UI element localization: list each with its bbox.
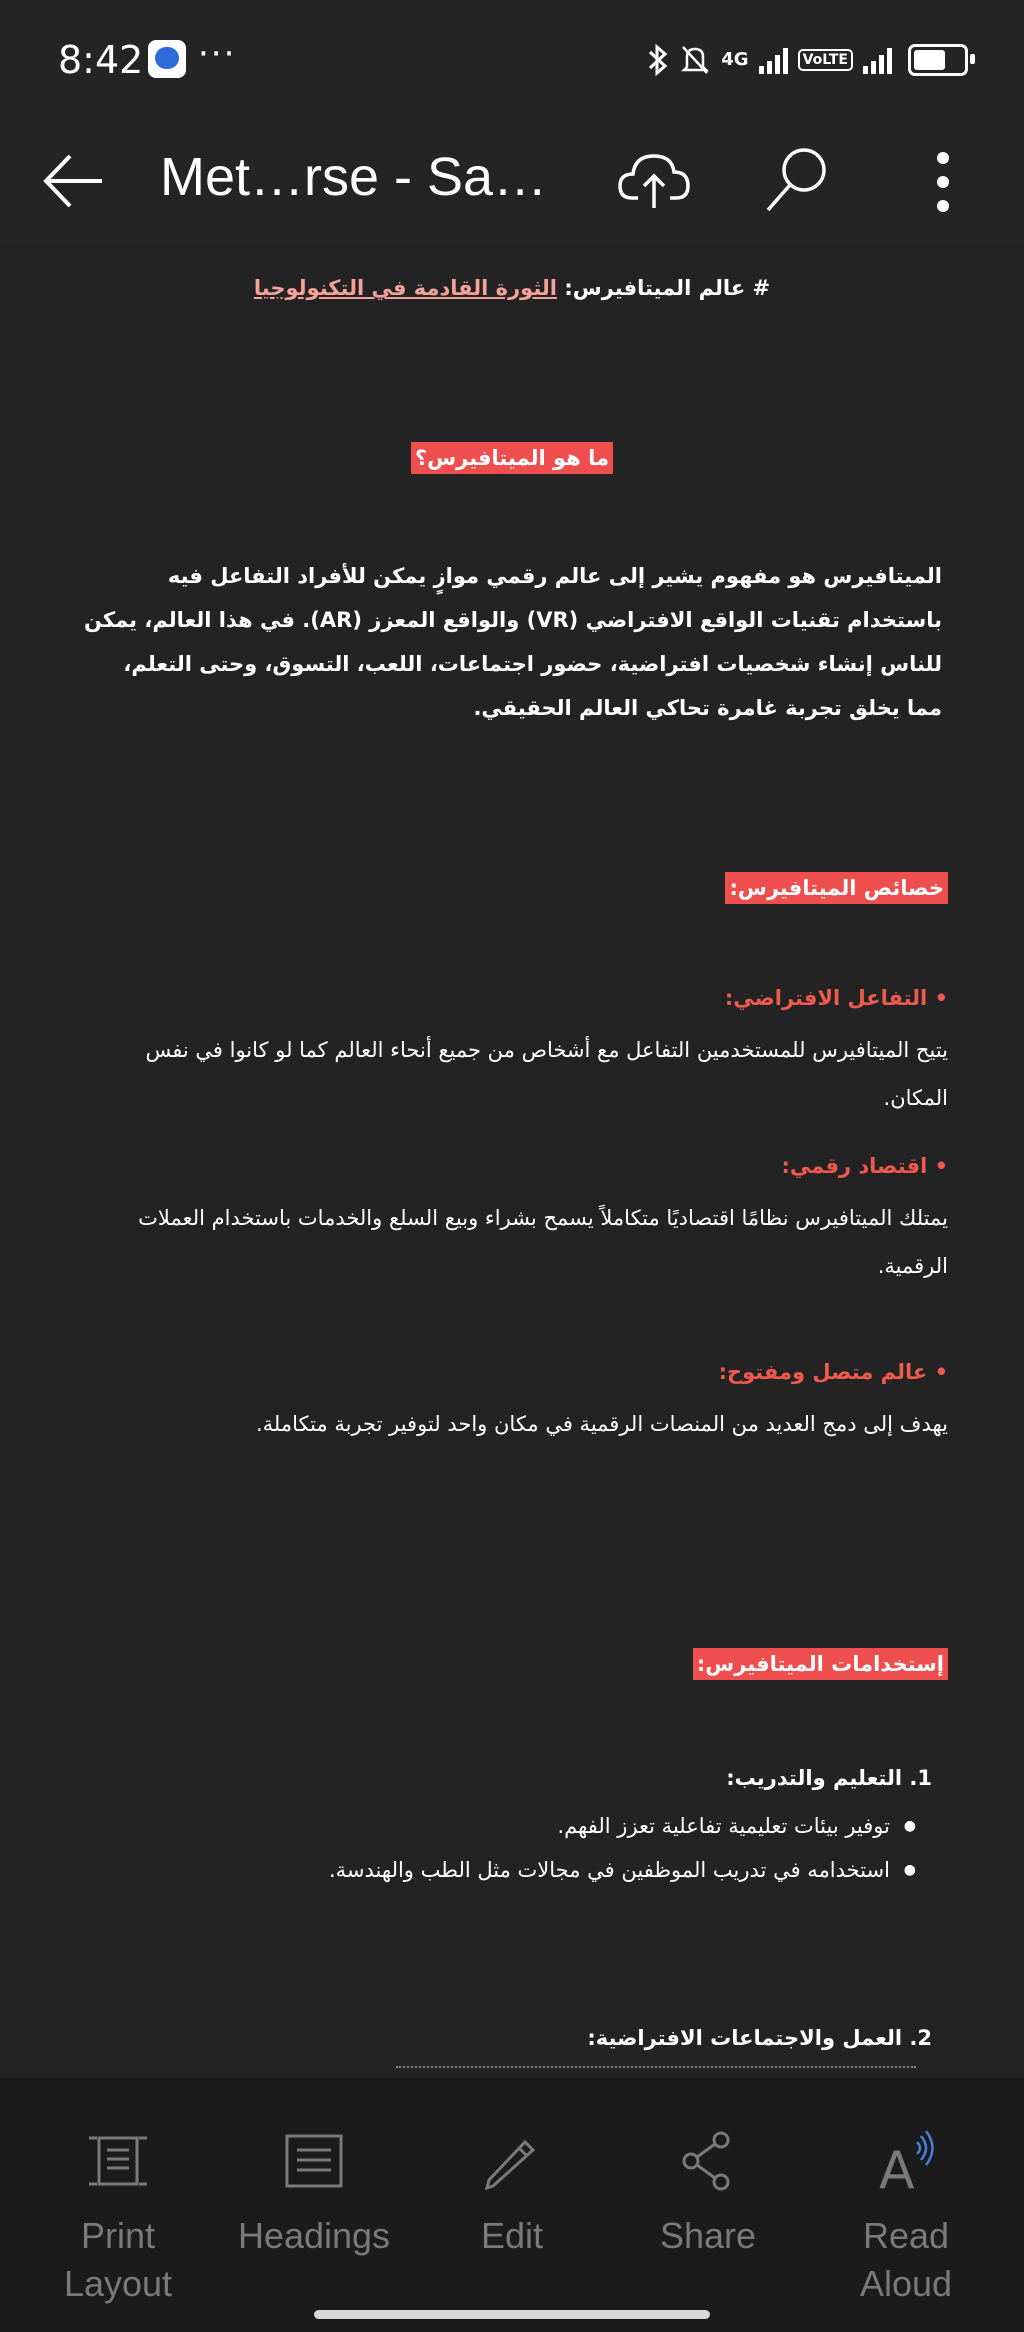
back-arrow-icon[interactable]: [40, 146, 110, 216]
headings-icon: [281, 2128, 347, 2194]
bottom-action-bar: [0, 2078, 1024, 2332]
intro-paragraph: الميتافيرس هو مفهوم يشير إلى عالم رقمي موازٍ يمكن للأفراد التفاعل فيه باستخدام تقنيات الواقع الافتراضي (VR) والواقع المعزز (AR). في هذا العالم، يمكن للناس إنشاء شخصيات افتراضية، حضور اجتماعات، اللعب، التسوق، وحتى التعلم، مما يخلق تجربة غامرة تحاكي العالم الحقيقي.: [83, 564, 942, 720]
messenger-notification-icon: [148, 40, 186, 78]
read-aloud-icon: [873, 2128, 939, 2194]
bluetooth-icon: [647, 43, 669, 77]
more-notifications-icon: ···: [198, 34, 237, 74]
pencil-icon: [479, 2128, 545, 2194]
share-icon: [675, 2128, 741, 2194]
use-bullets: [329, 1804, 916, 1892]
battery-icon: [908, 44, 968, 76]
print-layout-label: Print Layout: [63, 2215, 173, 2304]
edit-button[interactable]: [432, 2128, 592, 2260]
mute-bell-icon: [679, 43, 711, 77]
use-title: 1. التعليم والتدريب:: [726, 1766, 932, 1790]
app-toolbar: [0, 120, 1024, 246]
signal-2-icon: [863, 46, 892, 74]
feature-title: • اقتصاد رقمي:: [781, 1154, 948, 1178]
heading-uses-text: إستخدامات الميتافيرس:: [693, 1648, 948, 1680]
share-label: Share: [659, 2215, 757, 2256]
section-heading-features: [725, 876, 948, 900]
feature-title: • التفاعل الافتراضي:: [724, 986, 948, 1010]
use-title: 2. العمل والاجتماعات الافتراضية:: [587, 2026, 932, 2050]
document-body[interactable]: [0, 246, 1024, 2078]
list-item: ● توفير بيئات تعليمية تفاعلية تعزز الفهم.: [329, 1804, 916, 1848]
read-aloud-button[interactable]: [826, 2128, 986, 2308]
print-layout-button[interactable]: [38, 2128, 198, 2308]
feature-title: • عالم متصل ومفتوح:: [718, 1360, 948, 1384]
edit-label: Edit: [480, 2215, 544, 2256]
doc-heading: [0, 276, 1024, 300]
read-aloud-label: Read Aloud: [859, 2215, 953, 2304]
status-time: 8:42: [58, 38, 144, 82]
feature-text: يهدف إلى دمج العديد من المنصات الرقمية في مكان واحد لتوفير تجربة متكاملة.: [255, 1412, 948, 1436]
status-icons: [647, 38, 968, 82]
search-icon[interactable]: [760, 140, 836, 220]
more-options-icon[interactable]: [920, 142, 966, 222]
share-button[interactable]: [628, 2128, 788, 2260]
headings-label: Headings: [237, 2215, 391, 2256]
clipped-text-line: [396, 2066, 916, 2078]
feature-text: يتيح الميتافيرس للمستخدمين التفاعل مع أشخاص من جميع أنحاء العالم كما لو كانوا في نفس المكان.: [145, 1038, 948, 1110]
print-layout-icon: [85, 2128, 151, 2194]
list-item: ● استخدامه في تدريب الموظفين في مجالات مثل الطب والهندسة.: [329, 1848, 916, 1892]
heading-what-text: ما هو الميتافيرس؟: [411, 442, 613, 474]
document-title: Met…rse - Sa…: [160, 147, 548, 207]
home-indicator[interactable]: [314, 2310, 710, 2319]
feature-text: يمتلك الميتافيرس نظامًا اقتصاديًا متكاملاً يسمح بشراء وبيع السلع والخدمات باستخدام العملات الرقمية.: [138, 1206, 948, 1278]
section-heading-what: [0, 446, 1024, 470]
status-bar: [0, 0, 1024, 120]
volte-badge: VoLTE: [798, 49, 853, 71]
section-heading-uses: [693, 1652, 948, 1676]
heading-features-text: خصائص الميتافيرس:: [725, 872, 948, 904]
doc-heading-subtitle: الثورة القادمة في التكنولوجيا: [253, 276, 557, 300]
doc-heading-prefix: # عالم الميتافيرس:: [564, 276, 771, 300]
cloud-upload-icon[interactable]: [616, 142, 692, 218]
signal-icon: [759, 46, 788, 74]
network-type: 4G: [721, 49, 749, 70]
headings-button[interactable]: [234, 2128, 394, 2260]
svg-text:A: A: [879, 2141, 915, 2194]
